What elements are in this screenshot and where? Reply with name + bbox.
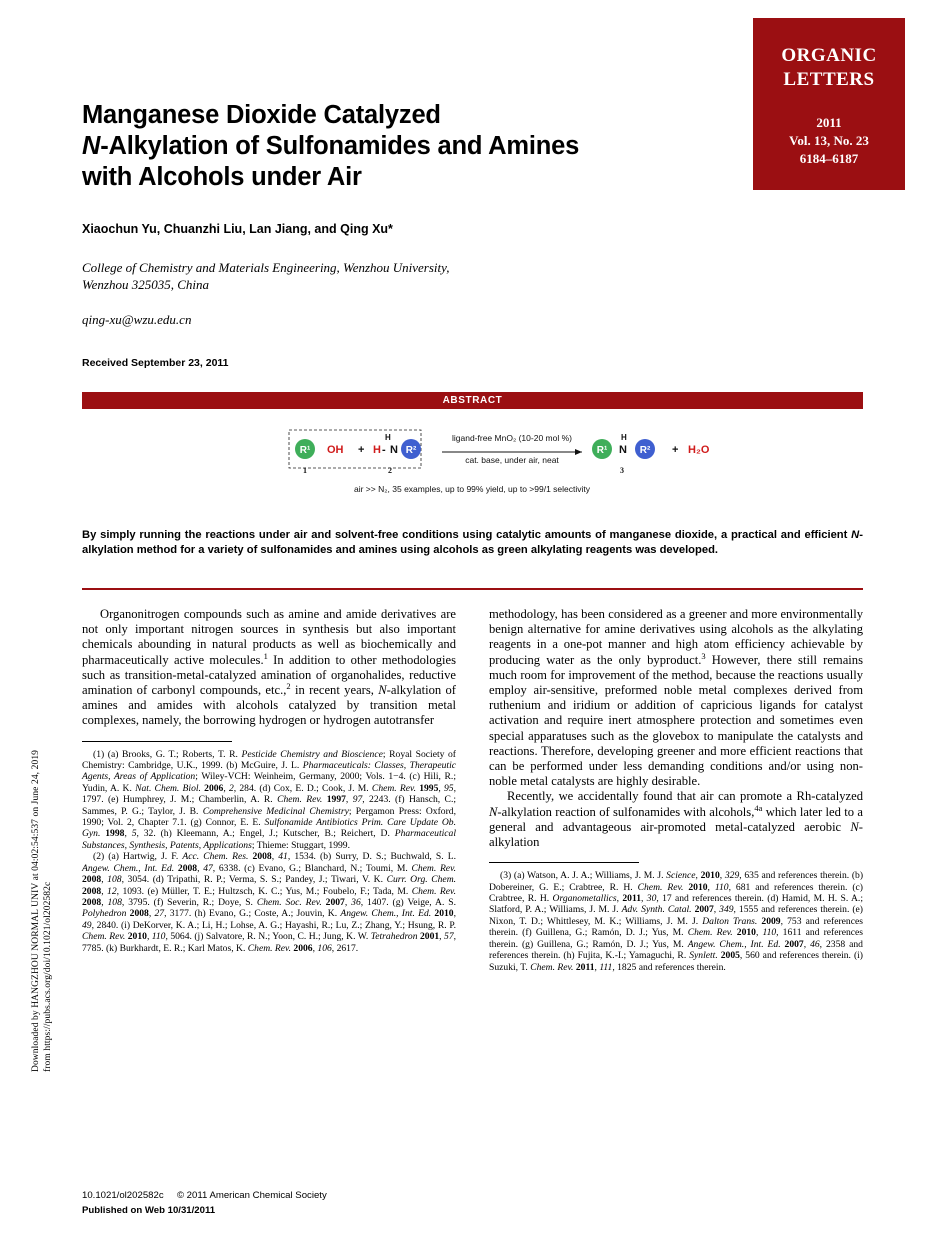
paragraph: Organonitrogen compounds such as amine and amide derivatives are not only important nitrogen sources in synthesis but also important chemicals abounding in natural products as well as biochemically and pharmaceutically active molecules.$^1$ In addition to other methodologies such as transition-metal-catalyzed amination of organohalides, reductive amination of carbonyl compounds, etc.,$^2$ in recent years, N-alkylation of amines and amides with alcohols catalyzed by transition metal complexes, namely, the borrowing hydrogen or hydrogen autotransfer	[82, 607, 456, 728]
download-provenance-line2: from https://pubs.acs.org/doi/10.1021/ol202582c	[43, 881, 53, 1072]
svg-text:OH: OH	[327, 444, 344, 456]
paragraph: Recently, we accidentally found that air can promote a Rh-catalyzed N-alkylation reaction of sulfonamides with alcohols,$^{4a}$ which later led to a general and advantageous air-promoted metal-catalyzed aerobic N-alkylation	[489, 789, 863, 850]
journal-volume: Vol. 13, No. 23	[789, 133, 869, 148]
journal-masthead	[753, 18, 905, 190]
abstract-banner: ABSTRACT	[82, 392, 863, 409]
reference-item: (1) (a) Brooks, G. T.; Roberts, T. R. Pesticide Chemistry and Bioscience; Royal Society of Chemistry: Cambridge, U.K., 1999. (b) McGuire, J. L. Pharmaceuticals: Classes, Therapeutic Agents, Areas of Application; Wiley-VCH: Weinheim, Germany, 2000; Vols. 1−4. (c) Hili, R.; Yudin, A. K. Nat. Chem. Biol. 2006, 2, 284. (d) Cox, E. D.; Cook, J. M. Chem. Rev. 1995, 95, 1797. (e) Humphrey, J. M.; Chamberlin, A. R. Chem. Rev. 1997, 97, 2243. (f) Hansch, C.; Sammes, P. G.; Taylor, J. B. Comprehensive Medicinal Chemistry; Pergamon Press: Oxford, 1990; Vol. 2, Chapter 7.1. (g) Connor, E. E. Sulfonamide Antibiotics Prim. Care Update Ob. Gyn. 1998, 5, 32. (h) Kleemann, A.; Engel, J.; Kutscher, B.; Reichert, D. Pharmaceutical Substances, Synthesis, Patents, Applications; Thieme: Stuggart, 1999.	[82, 748, 457, 851]
svg-text:2: 2	[388, 466, 392, 475]
svg-text:R²: R²	[405, 445, 417, 456]
reference-item: (3) (a) Watson, A. J. A.; Williams, J. M. J. Science, 2010, 329, 635 and references therein. (b) Dobereiner, G. E.; Crabtree, R. H. Chem. Rev. 2010, 110, 681 and references therein. (c) Crabtree, R. H. Organometallics, 2011, 30, 17 and references therein. (d) Hamid, M. H. S. A.; Slatford, P. A.; Williams, J. M. J. Adv. Synth. Catal. 2007, 349, 1555 and references therein. (e) Nixon, T. D.; Whittlesey, M. K.; Williams, J. M. J. Dalton Trans. 2009, 753 and references therein. (f) Guillena, G.; Ramón, D. J.; Yus, M. Chem. Rev. 2010, 110, 1611 and references therein. (g) Guillena, G.; Ramón, D. J.; Yus, M. Angew. Chem., Int. Ed. 2007, 46, 2358 and references therein. (h) Fujita, K.-I.; Yamaguchi, R. Synlett. 2005, 560 and references therein. (i) Suzuki, T. Chem. Rev. 2011, 111, 1825 and references therein.	[489, 870, 864, 973]
paper-title-line2-rest: -Alkylation of Sulfonamides and Amines	[100, 132, 580, 160]
body-column-left	[82, 607, 456, 954]
doi-line	[82, 1189, 582, 1202]
journal-year: 2011	[816, 115, 842, 130]
affiliation-line1: College of Chemistry and Materials Engineering, Wenzhou University,	[82, 260, 450, 275]
corresponding-email[interactable]: qing-xu@wzu.edu.cn	[82, 312, 192, 327]
svg-text:N: N	[390, 444, 398, 456]
paper-title-line2-italic: N	[82, 132, 101, 160]
published-line: Published on Web 10/31/2011	[82, 1205, 216, 1216]
svg-text:R¹: R¹	[299, 445, 311, 456]
abstract-text	[82, 528, 863, 558]
doi-value: 10.1021/ol202582c	[82, 1190, 164, 1201]
svg-text:-: -	[382, 444, 386, 456]
svg-text:ligand-free MnO₂ (10-20 mol %): ligand-free MnO₂ (10-20 mol %)	[452, 433, 572, 443]
reference-item: (2) (a) Hartwig, J. F. Acc. Chem. Res. 2008, 41, 1534. (b) Surry, D. S.; Buchwald, S. L. Angew. Chem., Int. Ed. 2008, 47, 6338. (c) Evano, G.; Blanchard, N.; Toumi, M. Chem. Rev. 2008, 108, 3054. (d) Tripathi, R. P.; Verma, S. S.; Pandey, J.; Tiwari, V. K. Curr. Org. Chem. 2008, 12, 1093. (e) Müller, T. E.; Hultzsch, K. C.; Yus, M.; Foubelo, F.; Tada, M. Chem. Rev. 2008, 108, 3795. (f) Severin, R.; Doye, S. Chem. Soc. Rev. 2007, 36, 1407. (g) Veige, A. S. Polyhedron 2008, 27, 3177. (h) Evano, G.; Coste, A.; Jouvin, K. Angew. Chem., Int. Ed. 2010, 49, 2840. (i) DeKorver, K. A.; Li, H.; Lohse, A. G.; Hayashi, R.; Lu, Z.; Zhang, Y.; Hsung, R. P. Chem. Rev. 2010, 110, 5064. (j) Salvatore, R. N.; Yoon, C. H.; Jung, K. W. Tetrahedron 2001, 57, 7785. (k) Burkhardt, E. R.; Karl Matos, K. Chem. Rev. 2006, 106, 2617.	[82, 851, 457, 954]
svg-text:+: +	[672, 444, 679, 456]
svg-text:H₂O: H₂O	[688, 444, 710, 456]
reference-list-right	[489, 870, 863, 973]
svg-text:R¹: R¹	[596, 445, 608, 456]
author-list: Xiaochun Yu, Chuanzhi Liu, Lan Jiang, and Qing Xu*	[82, 222, 393, 236]
abstract-text-part1: By simply running the reactions under air and solvent-free conditions using catalytic amounts of manganese dioxide, a practical and efficient	[82, 529, 852, 541]
paper-title-line3: with Alcohols under Air	[82, 163, 362, 191]
svg-text:H: H	[385, 433, 391, 442]
page-footer	[82, 1189, 582, 1217]
affiliation-line2: Wenzhou 325035, China	[82, 277, 209, 292]
svg-text:N: N	[619, 444, 627, 456]
abstract-text-italic: N	[851, 529, 860, 541]
paper-title-line1: Manganese Dioxide Catalyzed	[82, 101, 441, 129]
svg-text:3: 3	[620, 466, 624, 475]
svg-text:+: +	[358, 444, 365, 456]
svg-text:air >> N₂, 35 examples, up to: air >> N₂, 35 examples, up to 99% yield, up to >99/1 selectivity	[354, 484, 590, 494]
paragraph: methodology, has been considered as a greener and more environmentally benign alternative for amine derivatives using alcohols as the alkylating reagents in a one-pot manner and high atom efficiency achievable by producing water as the only byproduct.$^3$ However, there still remains much room for improvement of the method, because the reactions usually employ air-sensitive, preformed noble metal complexes derived from ruthenium and iridium or addition of capricious ligands for catalyst activation and require inert atmosphere protection and sometimes even special apparatuses such as the glovebox to manipulate the catalysts and reactions. Therefore, developing greener and more efficient reactions that can be performed under less demanding conditions and/or using non-noble metal catalysts are highly desirable.	[489, 607, 863, 789]
body-column-right	[489, 607, 863, 973]
affiliation	[82, 259, 682, 293]
footnote-rule	[489, 862, 639, 863]
journal-name-line2: LETTERS	[783, 69, 875, 90]
received-date: Received September 23, 2011	[82, 357, 229, 369]
journal-pages: 6184–6187	[799, 151, 859, 166]
journal-name-line1: ORGANIC	[781, 45, 877, 66]
svg-text:1: 1	[303, 466, 307, 475]
svg-text:H: H	[621, 433, 627, 442]
svg-text:cat. base, under air, neat: cat. base, under air, neat	[465, 455, 559, 465]
svg-text:H: H	[373, 444, 381, 456]
abstract-scheme-graphic	[82, 420, 863, 515]
footnote-rule	[82, 741, 232, 742]
abstract-text-part2: -alkylation method for a variety of sulfonamides and amines using alcohols as green alkylating reagents was developed.	[82, 529, 863, 556]
download-provenance-text	[30, 652, 54, 1072]
copyright-value: © 2011 American Chemical Society	[176, 1190, 327, 1201]
reference-list-left	[82, 749, 456, 954]
article-header	[82, 100, 682, 370]
page-title	[82, 100, 682, 193]
download-provenance-line1: Downloaded by HANGZHOU NORMAL UNIV at 04:02:54:537 on June 24, 2019	[31, 749, 41, 1072]
horizontal-rule	[82, 588, 863, 590]
svg-text:R²: R²	[639, 445, 651, 456]
